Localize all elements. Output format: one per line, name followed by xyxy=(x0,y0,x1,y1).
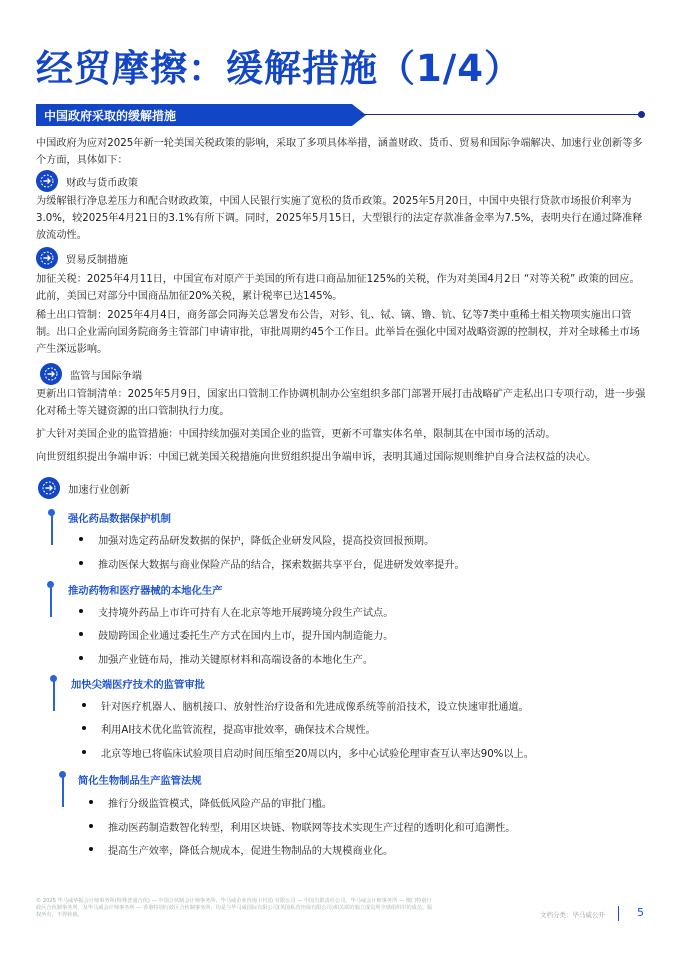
regulation-paragraph-3: 向世贸组织提出争端申诉：中国已就美国关税措施向世贸组织提出争端申诉，表明其通过国际规则维护自身合法权益的决心。 xyxy=(36,452,597,463)
regulation-paragraph-1: 更新出口管制清单：2025年5月9日，国家出口管制工作协调机制办公室组织多部门部署开展打击战略矿产走私出口专项行动，进一步强化对稀土等关键资源的出口管制执行力度。 xyxy=(36,389,646,417)
arrow-right-icon xyxy=(36,170,58,192)
banner-divider xyxy=(360,114,640,115)
timeline-marker xyxy=(51,511,53,545)
fiscal-paragraph: 为缓解银行净息差压力和配合财政政策，中国人民银行实施了宽松的货币政策。2025年5月20日，中国中央银行贷款市场报价利率为3.0%，较2025年4月21日的3.1%有所下调。同时，2025年5月15日，大型银行的法定存款准备金率为7.5%，表明央行在通过降准释放流动性。 xyxy=(36,196,643,241)
regulation-paragraph-2: 扩大针对美国企业的监管措施：中国持续加强对美国企业的监管，更新不可靠实体名单，限制其在中国市场的活动。 xyxy=(36,429,556,440)
banner-divider-dot xyxy=(638,111,645,118)
trade-paragraph-2: 稀土出口管制：2025年4月4日，商务部会同海关总署发布公告，对钐、钆、铽、镝、镥、钪、钇等7类中重稀土相关物项实施出口管制。出口企业需向国务院商务主管部门申请审批，审批周期约45个工作日。此举旨在强化中国对战略资源的控制权，并对全球稀土市场产生深远影响。 xyxy=(36,310,640,355)
arrow-right-icon xyxy=(36,247,58,269)
arrow-right-icon xyxy=(38,477,60,499)
page-number: 5 xyxy=(637,906,644,919)
list-item: 推行分级监管模式，降低低风险产品的审批门槛。 xyxy=(108,795,332,810)
section-trade-label: 贸易反制措施 xyxy=(66,254,128,266)
banner-title: 中国政府采取的缓解措施 xyxy=(44,109,177,123)
list-item: 加强对选定药品研发数据的保护，降低企业研发风险，提高投资回报预期。 xyxy=(98,532,434,547)
innovation-title: 加快尖端医疗技术的监管审批 xyxy=(71,679,205,691)
section-fiscal-label: 财政与货币政策 xyxy=(66,177,139,189)
list-item: 针对医疗机器人、脑机接口、放射性治疗设备和先进成像系统等前沿技术，设立快速审批通道。 xyxy=(101,698,529,713)
section-regulation-label: 监管与国际争端 xyxy=(70,370,143,382)
list-item: 鼓励跨国企业通过委托生产方式在国内上市，提升国内制造能力。 xyxy=(98,627,393,642)
list-item: 推动医药制造数智化转型，利用区块链、物联网等技术实现生产过程的透明化和可追溯性。 xyxy=(108,819,516,834)
innovation-title: 简化生物制品生产监管法规 xyxy=(78,775,202,787)
footer-legal: © 2025 毕马威华振会计师事务所(特殊普通合伙) — 中国合伙制会计师事务所，毕马威企业咨询 (中国) 有限公司 — 中国有限责任公司，毕马威会计师事务所 — 澳门特别行政区合伙制事务所，及毕马威会计师事务所 — 香港特别行政区合伙制事务所，均是与毕马威国际有限公司(英国私营担保有限公司)相关联的独立成员所全球组织中的成员。版权所有，不得转载。 xyxy=(36,898,433,918)
page-title: 经贸摩擦：缓解措施（1/4） xyxy=(36,47,523,90)
section-innovation-label: 加速行业创新 xyxy=(68,484,130,496)
trade-paragraph-1: 加征关税：2025年4月11日，中国宣布对原产于美国的所有进口商品加征125%的关税，作为对美国4月2日 “对等关税” 政策的回应。此前，美国已对部分中国商品加征20%关税，累计税率已达145%。 xyxy=(36,274,640,302)
timeline-marker xyxy=(50,583,52,617)
section-banner xyxy=(36,104,366,126)
list-item: 支持境外药品上市许可持有人在北京等地开展跨境分段生产试点。 xyxy=(98,604,393,619)
list-item: 推动医保大数据与商业保险产品的结合，探索数据共享平台，促进研发效率提升。 xyxy=(98,556,465,571)
list-item: 利用AI技术优化监管流程，提高审批效率，确保技术合规性。 xyxy=(101,721,376,736)
footer-classification: 文档分类：毕马威公开 xyxy=(540,911,605,919)
timeline-marker xyxy=(53,677,55,711)
list-item: 加强产业链布局，推动关键原材料和高端设备的本地化生产。 xyxy=(98,651,373,666)
intro-paragraph: 中国政府为应对2025年新一轮美国关税政策的影响，采取了多项具体举措，涵盖财政、货币、贸易和国际争端解决、加速行业创新等多个方面，具体如下： xyxy=(36,138,643,166)
list-item: 北京等地已将临床试验项目启动时间压缩至20周以内，多中心试验伦理审查互认率达90%以上。 xyxy=(101,745,534,760)
list-item: 提高生产效率，降低合规成本，促进生物制品的大规模商业化。 xyxy=(108,842,393,857)
innovation-title: 推动药物和医疗器械的本地化生产 xyxy=(68,585,223,597)
footer-divider xyxy=(618,906,619,921)
arrow-right-icon xyxy=(40,363,62,385)
timeline-marker xyxy=(62,773,64,807)
innovation-title: 强化药品数据保护机制 xyxy=(68,513,171,525)
